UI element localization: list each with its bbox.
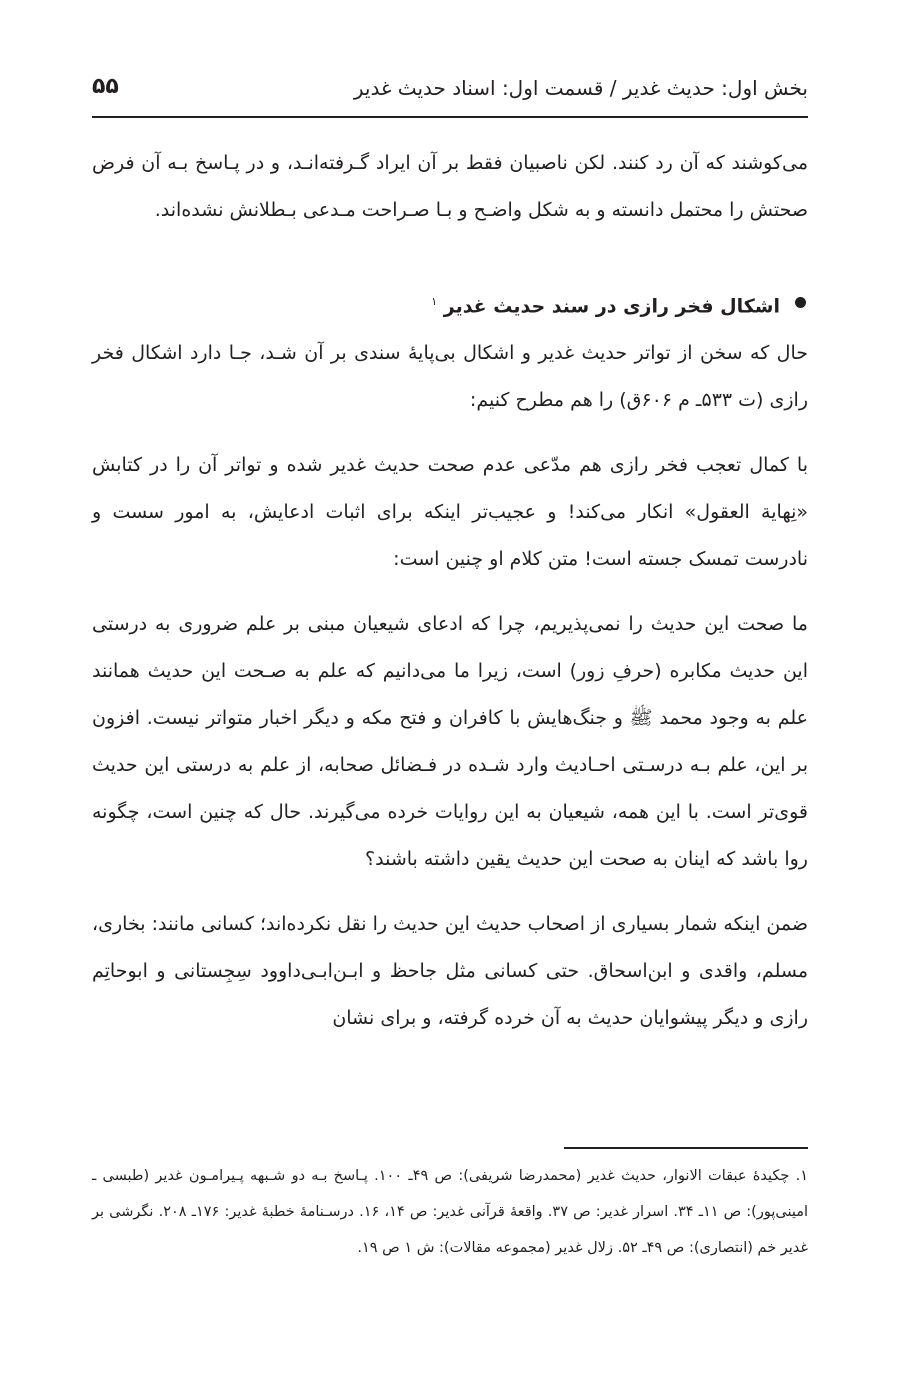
footnote-divider: [564, 1147, 808, 1149]
footnote: ۱. چکیدهٔ عبقات الانوار، حدیث غدیر (محمدرضا شریفی): ص ۴۹ـ ۱۰۰. پـاسخ بـه دو شـبهه پـیرامـون غدیر (طبسی ـ امینی‌پور): ص ۱۱ـ ۳۴. اسرار غدیر: ص ۳۷. واقعهٔ قرآنی غدیر: ص ۱۴، ۱۶. درسـنامهٔ خطبهٔ غدیر: ۱۷۶ـ ۲۰۸. نگرشی بر غدیر خم (انتصاری): ص ۴۹ـ ۵۲. زلال غدیر (مجموعه مقالات): ش ۱ ص ۱۹.: [92, 1168, 809, 1256]
page-number: ۵۵: [92, 74, 119, 99]
main-text: [92, 140, 808, 1042]
paragraph: ضمن اینکه شمار بسیاری از اصحاب حدیث این حدیث را نقل نکرده‌اند؛ کسانی مانند: بخاری، مسلم، واقدی و ابن‌اسحاق. حتی کسانی مثل جاحظ و ابـن‌ابـی‌داوود سِجِستانی و ابوحاتِم رازی و دیگر پیشوایان حدیث به آن خرده گرفته، و برای نشان: [92, 913, 808, 1030]
paragraph: حال که سخن از تواتر حدیث غدیر و اشکال بی‌پایهٔ سندی بر آن شـد، جـا دارد اشکال فخر رازی (ت ۵۳۳ـ م ۶۰۶ق) را هم مطرح کنیم:: [92, 342, 808, 412]
paragraph: با کمال تعجب فخر رازی هم مدّعی عدم صحت حدیث غدیر شده و تواتر آن را در کتابش «نِهایة العقول» انکار می‌کند! و عجیب‌تر اینکه برای اثبات ادعایش، به امور سست و نادرست تمسک جسته است! متن کلام او چنین است:: [92, 454, 808, 571]
paragraph: می‌کوشند که آن رد کنند. لکن ناصبیان فقط بر آن ایراد گـرفته‌انـد، و در پـاسخ بـه آن فرض صحتش را محتمل دانسته و به شکل واضـح و بـا صـراحت مـدعی بـطلانش نشده‌اند.: [92, 152, 808, 221]
section-heading: [92, 278, 808, 330]
footnote-reference[interactable]: ۱: [431, 295, 438, 308]
bullet-icon: [795, 297, 806, 308]
header-divider: [92, 116, 808, 118]
quoted-paragraph: ما صحت این حدیث را نمی‌پذیریم، چرا که ادعای شیعیان مبنی بر علم ضروری به درستی این حدیث مکابره (حرفِ زور) است، زیرا ما می‌دانیم که علم به صـحت این حدیث همانند علم به وجود محمد ﷺ و جنگ‌هایش با کافران و فتح مکه و دیگر اخبار متواتر نیست. افزون بر این، علم بـه درسـتی احـادیث وارد شـده در فـضائل صحابه، از علم به درستی این حدیث قوی‌تر است. با این همه، شیعیان به این روایات خرده می‌گیرند. حال که چنین است، چگونه روا باشد که اینان به صحت این حدیث یقین داشته باشند؟: [92, 613, 808, 871]
section-heading-text: اشکال فخر رازی در سند حدیث غدیر: [443, 295, 780, 318]
running-header: [92, 72, 808, 112]
running-title: بخش اول: حدیث غدیر / قسمت اول: اسناد حدیث غدیر: [353, 76, 808, 100]
